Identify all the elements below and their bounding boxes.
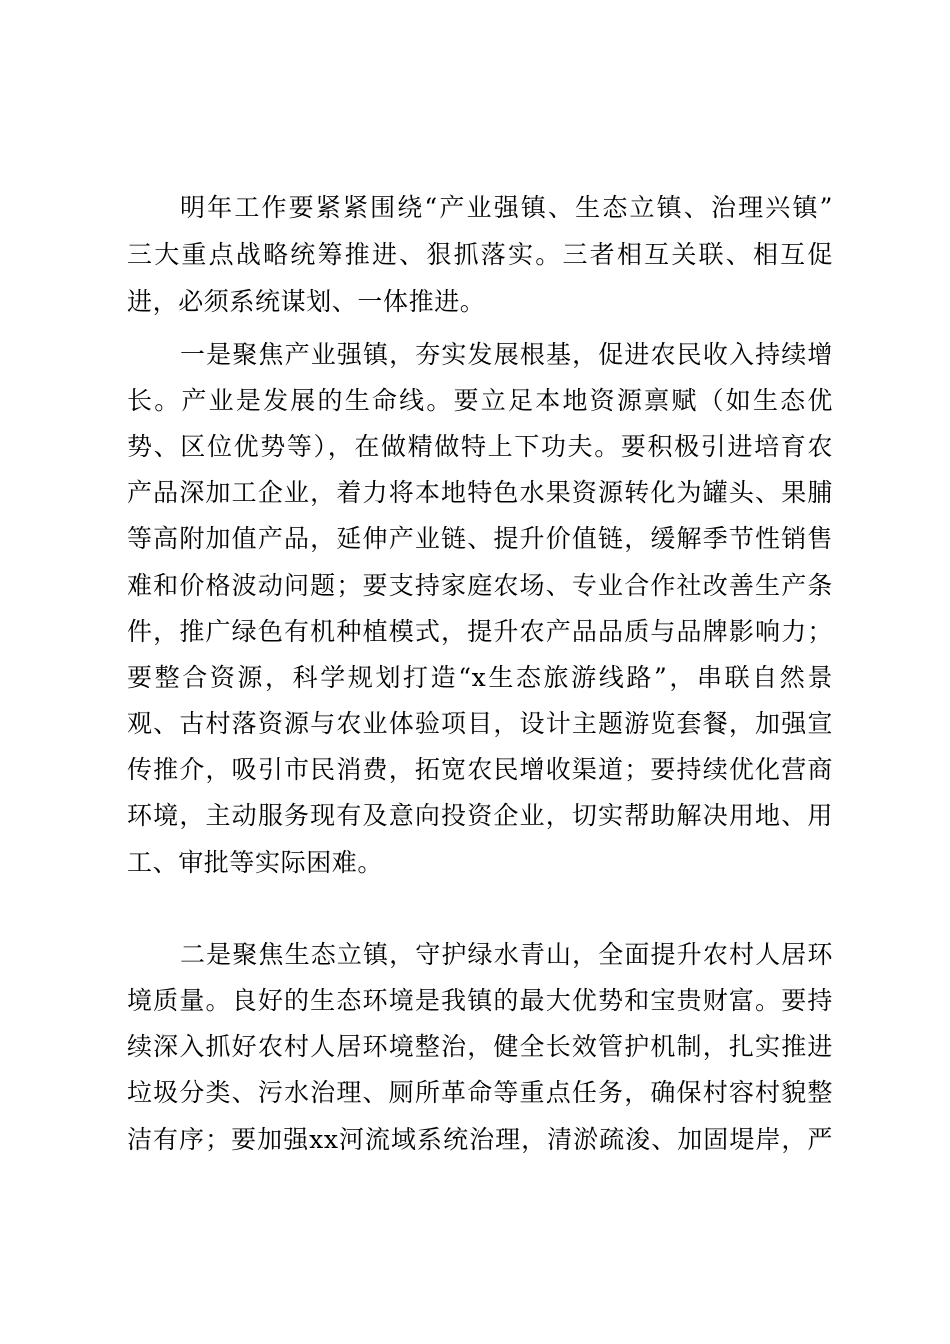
paragraph-2-line-7: 件，推广绿色有机种植模式，提升农产品品质与品牌影响力； [127,617,833,646]
paragraph-1-line-2: 三大重点战略统筹推进、狠抓落实。三者相互关联、相互促 [127,240,833,269]
paragraph-2-line-9: 观、古村落资源与农业体验项目，设计主题游览套餐，加强宣 [127,709,833,738]
paragraph-2-line-8: 要整合资源，科学规划打造“x生态旅游线路”，串联自然景 [127,663,833,692]
paragraph-2-line-1: 一是聚焦产业强镇，夯实发展根基，促进农民收入持续增 [180,340,833,369]
paragraph-3-line-3: 续深入抓好农村人居环境整治，健全长效管护机制，扎实推进 [127,1032,833,1061]
paragraph-2-line-12: 工、审批等实际困难。 [127,848,384,877]
paragraph-2-line-4: 产品深加工企业，着力将本地特色水果资源转化为罐头、果脯 [127,478,833,507]
paragraph-2-line-2: 长。产业是发展的生命线。要立足本地资源禀赋（如生态优 [127,386,833,415]
paragraph-3-line-4: 垃圾分类、污水治理、厕所革命等重点任务，确保村容村貌整 [127,1078,833,1107]
paragraph-1-line-1: 明年工作要紧紧围绕“产业强镇、生态立镇、治理兴镇” [180,193,833,222]
paragraph-2-line-11: 环境，主动服务现有及意向投资企业，切实帮助解决用地、用 [127,801,833,830]
paragraph-2-line-5: 等高附加值产品，延伸产业链、提升价值链，缓解季节性销售 [127,524,833,553]
paragraph-2-line-10: 传推介，吸引市民消费，拓宽农民增收渠道；要持续优化营商 [127,755,833,784]
paragraph-1-line-3: 进，必须系统谋划、一体推进。 [127,287,486,316]
paragraph-2-line-3: 势、区位优势等），在做精做特上下功夫。要积极引进培育农 [127,432,833,461]
paragraph-2-line-6: 难和价格波动问题；要支持家庭农场、专业合作社改善生产条 [127,571,833,600]
paragraph-3-line-1: 二是聚焦生态立镇，守护绿水青山，全面提升农村人居环 [180,940,833,969]
paragraph-3-line-2: 境质量。良好的生态环境是我镇的最大优势和宝贵财富。要持 [127,986,833,1015]
paragraph-3-line-5: 洁有序；要加强xx河流域系统治理，清淤疏浚、加固堤岸，严 [127,1125,833,1154]
